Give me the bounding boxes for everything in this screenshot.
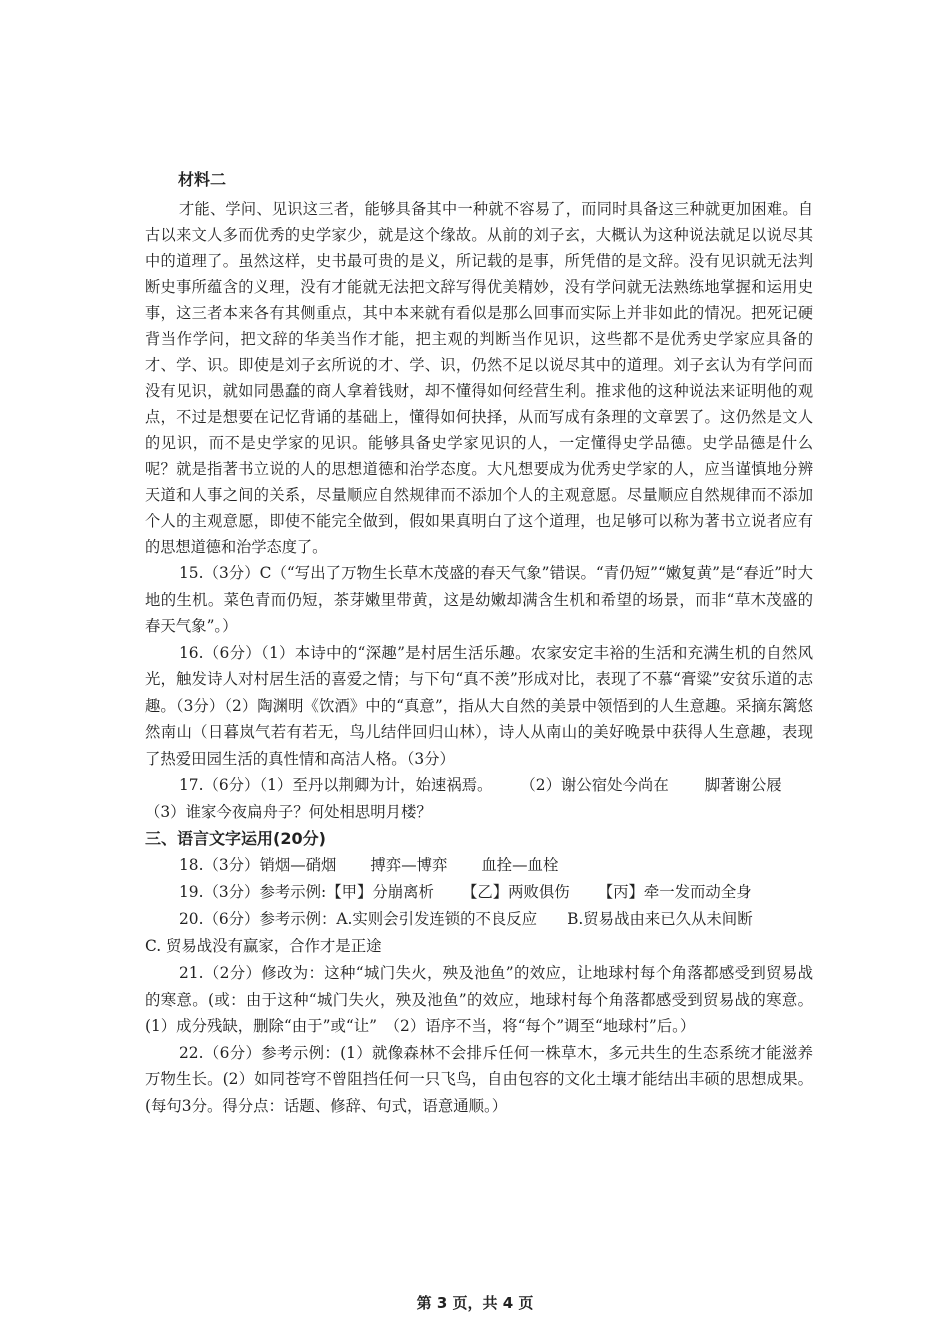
- answer-18-item-2: 搏弈—博弈: [370, 856, 448, 874]
- answer-20-item-a: 20.（6分）参考示例：A.实则会引发连锁的不良反应: [179, 910, 538, 928]
- answer-20-line-1: [145, 906, 813, 933]
- page-number-footer: 第 3 页，共 4 页: [416, 1294, 534, 1312]
- answer-15: 15.（3分）C（“写出了万物生长草木茂盛的春天气象”错误。“青仍短”“嫩复黄”是“春近”时大地的生机。菜色青而仍短，茶芽嫩里带黄，这是幼嫩却满含生机和希望的场景，而非“草木茂盛的春天气象”。）: [145, 564, 813, 635]
- answer-17-part-3: 脚著谢公屐: [704, 776, 782, 794]
- section-3-title: 三、语言文字运用(20分): [145, 829, 326, 848]
- answer-19-item-3: 【丙】牵一发而动全身: [597, 883, 752, 901]
- answer-16: 16.（6分）（1）本诗中的“深趣”是村居生活乐趣。农家安定丰裕的生活和充满生机的自然风光，触发诗人对村居生活的喜爱之情；与下句“真不羡”形成对比，表现了不慕“膏粱”安贫乐道的志趣。（3分）（2）陶渊明《饮酒》中的“真意”，指从大自然的美景中领悟到的人生意趣。采摘东篱悠然南山（日暮岚气若有若无，鸟儿结伴回归山林），诗人从南山的美好晚景中获得人生意趣，表现了热爱田园生活的真性情和高洁人格。（3分）: [145, 643, 813, 768]
- material-heading: 材料二: [178, 170, 227, 189]
- answer-18-item-3: 血拴—血栓: [481, 856, 559, 874]
- answer-17-part-2: （2）谢公宿处今尚在: [520, 776, 669, 794]
- answer-18-item-1: 18.（3分）销烟—硝烟: [179, 856, 337, 874]
- answer-17-part-4: （3）谁家今夜扁舟子？何处相思明月楼？: [145, 803, 432, 821]
- answer-17-part-1: 17.（6分）（1）至丹以荆卿为计，始速祸焉。: [179, 776, 493, 794]
- answer-19-item-2: 【乙】两败俱伤: [461, 883, 570, 901]
- answer-20-item-b: B.贸易战由来已久从未间断: [567, 910, 753, 928]
- answer-19: [145, 879, 813, 906]
- answer-17-line-1: [145, 772, 813, 799]
- answer-22: 22.（6分）参考示例：(1）就像森林不会排斥任何一株草木，多元共生的生态系统才能滋养万物生长。(2）如同苍穹不曾阻挡任何一只飞鸟，自由包容的文化土壤才能结出丰硕的思想成果。(每句3分。得分点：话题、修辞、句式，语意通顺。）: [145, 1043, 813, 1115]
- answer-19-item-1: 19.（3分）参考示例:【甲】分崩离析: [179, 883, 434, 901]
- answer-21: 21.（2分）修改为：这种“城门失火，殃及池鱼”的效应，让地球村每个角落都感受到贸易战的寒意。(或：由于这种“城门失火，殃及池鱼”的效应，地球村每个角落都感受到贸易战的寒意。(1）成分残缺，删除“由于”或“让” （2）语序不当，将“每个”调至“地球村”后。）: [145, 964, 813, 1035]
- answer-17-line-2: [145, 799, 813, 826]
- answer-20-item-c: C. 贸易战没有赢家，合作才是正途: [145, 937, 382, 955]
- page-content: [145, 170, 813, 1119]
- answer-18: [145, 852, 813, 879]
- material-two-text: 才能、学问、见识这三者，能够具备其中一种就不容易了，而同时具备这三种就更加困难。自古以来文人多而优秀的史学家少，就是这个缘故。从前的刘子玄，大概认为这种说法就足以说尽其中的道理了。虽然这样，史书最可贵的是义，所记载的是事，所凭借的是文辞。没有见识就无法判断史事所蕴含的义理，没有才能就无法把文辞写得优美精妙，没有学问就无法熟练地掌握和运用史事，这三者本来各有其侧重点，其中本来就有看似是那么回事而实际上并非如此的情况。把死记硬背当作学问，把文辞的华美当作才能，把主观的判断当作见识，这些都不是优秀史学家应具备的才、学、识。即使是刘子玄所说的才、学、识，仍然不足以说尽其中的道理。刘子玄认为有学问而没有见识，就如同愚蠢的商人拿着钱财，却不懂得如何经营生利。推求他的这种说法来证明他的观点，不过是想要在记忆背诵的基础上，懂得如何抉择，从而写成有条理的文章罢了。这仍然是文人的见识，而不是史学家的见识。能够具备史学家见识的人，一定懂得史学品德。史学品德是什么呢？就是指著书立说的人的思想道德和治学态度。大凡想要成为优秀史学家的人，应当谨慎地分辨天道和人事之间的关系，尽量顺应自然规律而不添加个人的主观意愿。尽量顺应自然规律而不添加个人的主观意愿，即使不能完全做到，假如果真明白了这个道理，也足够可以称为著书立说者应有的思想道德和治学态度了。: [145, 200, 813, 556]
- answer-20-line-2: [145, 933, 813, 960]
